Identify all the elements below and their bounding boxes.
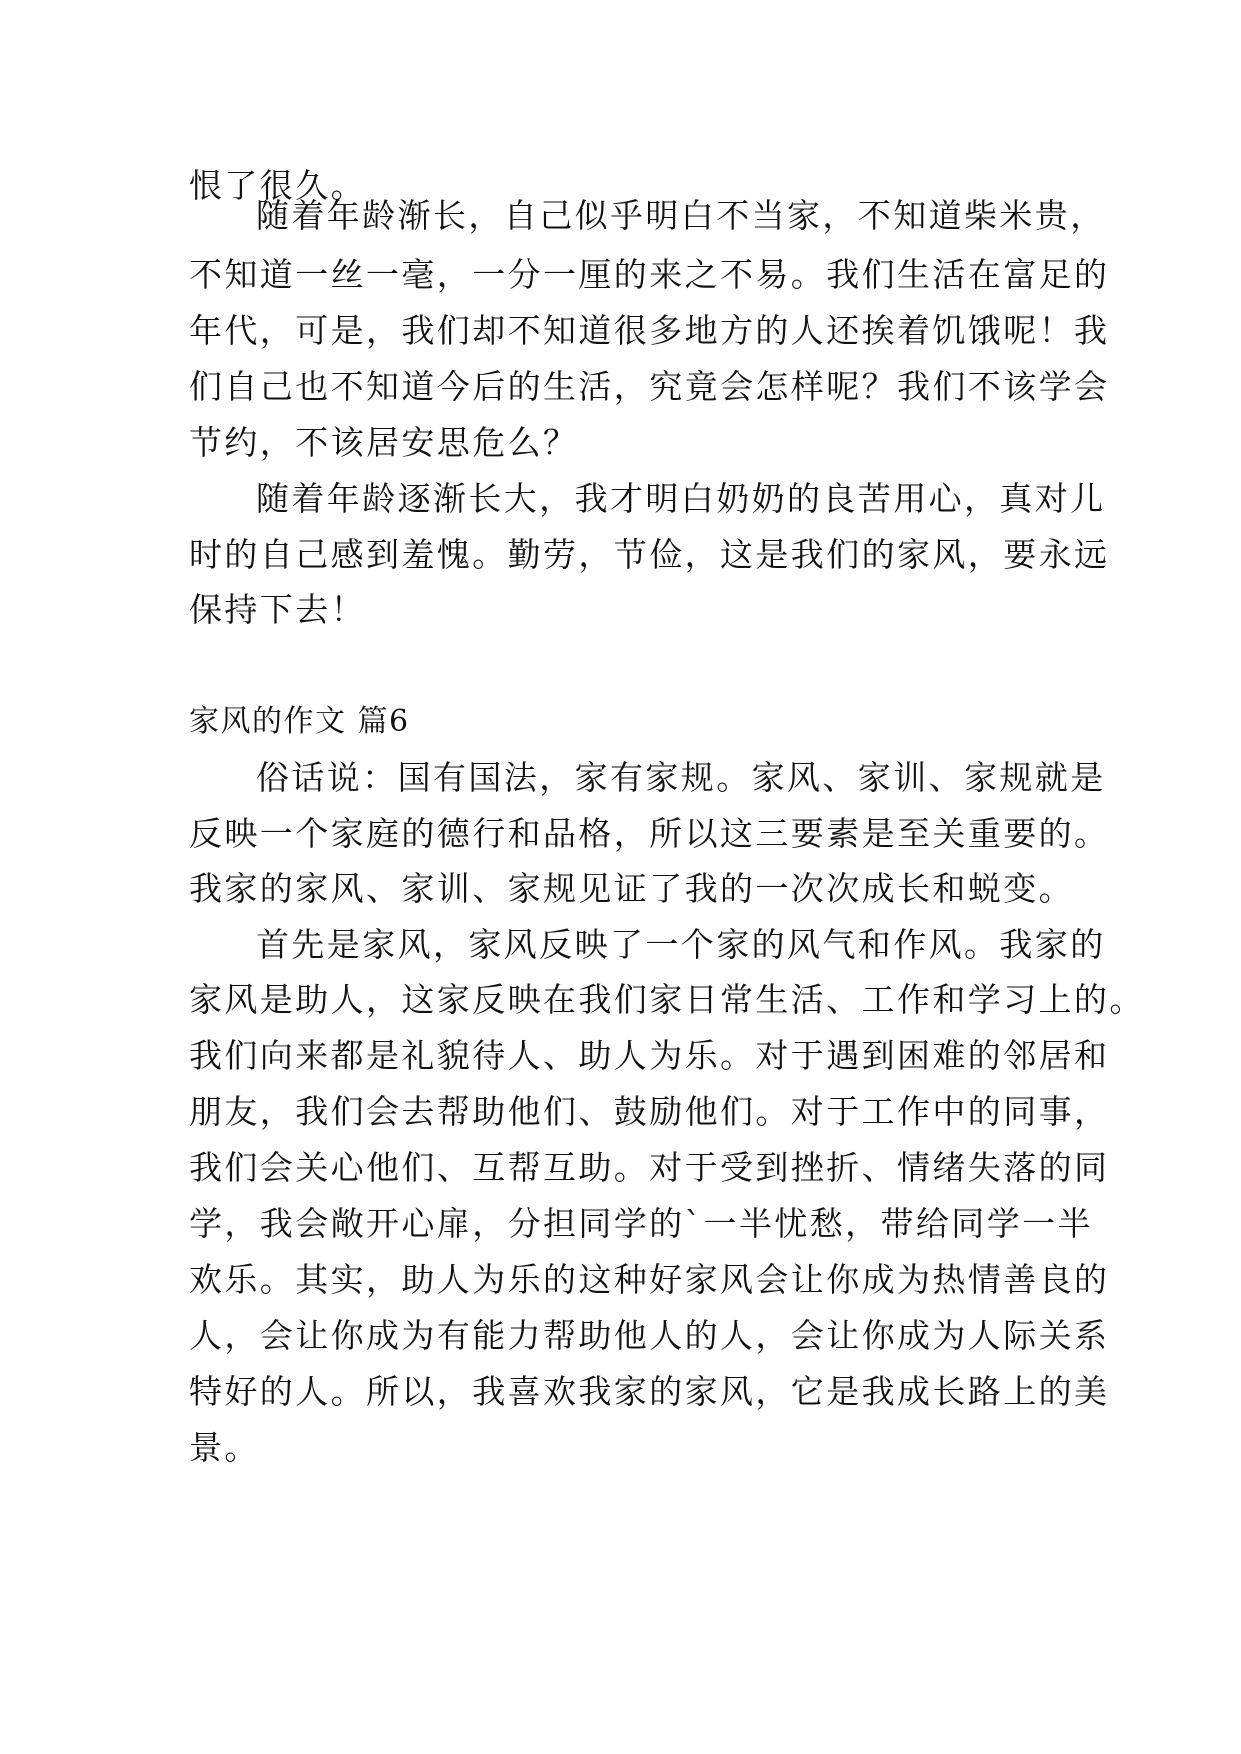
text-line: 们自己也不知道今后的生活，究竟会怎样呢？我们不该学会 xyxy=(189,367,1110,406)
text-line: 欢乐。其实，助人为乐的这种好家风会让你成为热情善良的 xyxy=(189,1260,1110,1299)
text-line: 景。 xyxy=(189,1428,260,1467)
text-line: 随着年龄渐长，自己似乎明白不当家，不知道柴米贵， xyxy=(256,196,1106,235)
text-line: 我们会关心他们、互帮互助。对于受到挫折、情绪失落的同 xyxy=(189,1148,1110,1187)
text-line: 恨了很久。 xyxy=(189,166,366,205)
text-line: 我家的家风、家训、家规见证了我的一次次成长和蜕变。 xyxy=(189,869,1074,908)
text-line: 人，会让你成为有能力帮助他人的人，会让你成为人际关系 xyxy=(189,1316,1110,1355)
text-line: 节约，不该居安思危么？ xyxy=(189,423,579,462)
text-line: 学，我会敞开心扉，分担同学的`一半忧愁，带给同学一半 xyxy=(189,1204,1093,1243)
text-line: 家风是助人，这家反映在我们家日常生活、工作和学习上的。 xyxy=(189,980,1145,1019)
text-line: 首先是家风，家风反映了一个家的风气和作风。我家的 xyxy=(256,925,1106,964)
section-heading: 家风的作文 篇6 xyxy=(189,704,410,739)
text-line: 时的自己感到羞愧。勤劳，节俭，这是我们的家风，要永远 xyxy=(189,535,1110,574)
text-line: 不知道一丝一毫，一分一厘的来之不易。我们生活在富足的 xyxy=(189,255,1110,294)
text-line: 特好的人。所以，我喜欢我家的家风，它是我成长路上的美 xyxy=(189,1372,1110,1411)
text-line: 我们向来都是礼貌待人、助人为乐。对于遇到困难的邻居和 xyxy=(189,1036,1110,1075)
text-line: 随着年龄逐渐长大，我才明白奶奶的良苦用心，真对儿 xyxy=(256,479,1106,518)
text-line: 朋友，我们会去帮助他们、鼓励他们。对于工作中的同事， xyxy=(189,1092,1110,1131)
text-line: 俗话说：国有国法，家有家规。家风、家训、家规就是 xyxy=(256,758,1106,797)
text-line: 反映一个家庭的德行和品格，所以这三要素是至关重要的。 xyxy=(189,814,1110,853)
text-line: 保持下去！ xyxy=(189,590,366,629)
text-line: 年代，可是，我们却不知道很多地方的人还挨着饥饿呢！我 xyxy=(189,311,1110,350)
